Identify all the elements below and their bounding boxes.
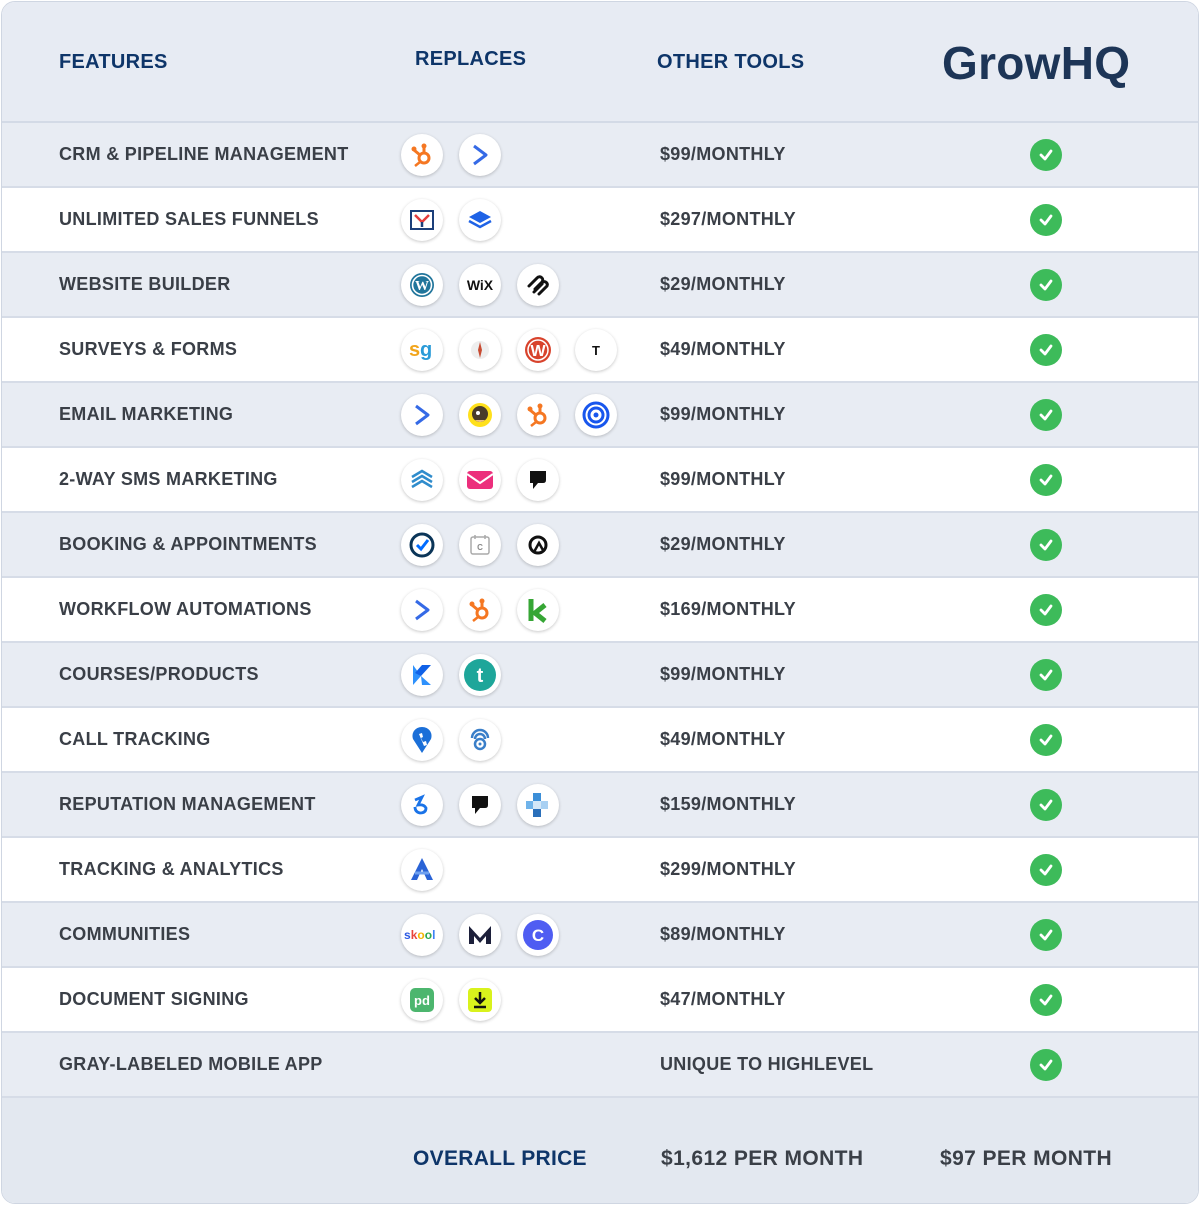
table-row [2, 968, 1198, 1033]
table-row [2, 578, 1198, 643]
table-row [2, 838, 1198, 903]
check-icon [1030, 659, 1062, 691]
leadpages-icon [459, 199, 501, 241]
check-icon [1030, 724, 1062, 756]
surveygizmo-icon [401, 329, 443, 371]
feature-name: EMAIL MARKETING [59, 404, 234, 424]
table-row [2, 773, 1198, 838]
table-row [2, 1033, 1198, 1098]
feature-name: CALL TRACKING [59, 729, 211, 749]
other-tools-price: $99/MONTHLY [660, 404, 786, 424]
replaced-tools [401, 589, 559, 631]
acuity-icon [517, 524, 559, 566]
check-icon [1030, 529, 1062, 561]
hubspot-icon [401, 134, 443, 176]
table-row [2, 513, 1198, 578]
other-tools-price: $169/MONTHLY [660, 599, 796, 619]
replaced-tools [401, 849, 443, 891]
mighty-networks-icon [459, 914, 501, 956]
check-icon [1030, 334, 1062, 366]
circle-letter: C [531, 926, 545, 945]
replaced-tools [401, 784, 559, 826]
typeform-text: T [592, 342, 600, 358]
skool-icon [401, 914, 443, 956]
teachable-letter: t [476, 665, 484, 687]
circle-icon [517, 914, 559, 956]
birdeye-icon [401, 784, 443, 826]
table-row [2, 903, 1198, 968]
wix-icon [459, 264, 501, 306]
callrail-icon [401, 719, 443, 761]
other-tools-price: $159/MONTHLY [660, 794, 796, 814]
squarespace-icon [517, 264, 559, 306]
replaced-tools [401, 264, 559, 306]
other-tools-price: $297/MONTHLY [660, 209, 796, 229]
check-icon [1030, 1049, 1062, 1081]
clickfunnels-icon [401, 199, 443, 241]
other-tools-price: $49/MONTHLY [660, 339, 786, 359]
other-tools-price: UNIQUE TO HIGHLEVEL [660, 1054, 874, 1074]
check-icon [1030, 269, 1062, 301]
feature-name: SURVEYS & FORMS [59, 339, 238, 359]
activecampaign-icon [459, 134, 501, 176]
feature-name: WORKFLOW AUTOMATIONS [59, 599, 312, 619]
other-tools-price: $299/MONTHLY [660, 859, 796, 879]
svg-text:W: W [530, 343, 546, 360]
comparison-table [1, 1, 1199, 1204]
replaced-tools [401, 979, 501, 1021]
typeform-icon [575, 329, 617, 371]
svg-text:skool: skool [404, 928, 436, 942]
feature-name: 2-WAY SMS MARKETING [59, 469, 278, 489]
wordpress-icon [401, 264, 443, 306]
svg-text:g: g [420, 339, 433, 361]
replaced-tools [401, 914, 559, 956]
growhq-logo [942, 2, 1154, 123]
keap-icon [517, 589, 559, 631]
check-icon [1030, 854, 1062, 886]
calendly-icon [401, 524, 443, 566]
teachable-icon [459, 654, 501, 696]
download-icon [459, 979, 501, 1021]
analytics-icon [401, 849, 443, 891]
other-tools-price: $99/MONTHLY [660, 144, 786, 164]
table-row [2, 253, 1198, 318]
table-row [2, 188, 1198, 253]
table-row [2, 123, 1198, 188]
overall-price-label: OVERALL PRICE [413, 1147, 587, 1170]
other-tools-price: $99/MONTHLY [660, 469, 786, 489]
calendar-icon [459, 524, 501, 566]
table-row [2, 318, 1198, 383]
feature-name: WEBSITE BUILDER [59, 274, 231, 294]
replaced-tools [401, 654, 501, 696]
activecampaign-icon [401, 394, 443, 436]
replaced-tools [401, 524, 559, 566]
sms-layers-icon [401, 459, 443, 501]
wix-text: WiX [466, 277, 494, 293]
other-tools-price: $49/MONTHLY [660, 729, 786, 749]
pandadoc-icon [401, 979, 443, 1021]
hubspot-icon [459, 589, 501, 631]
table-row [2, 448, 1198, 513]
puzzle-icon [517, 784, 559, 826]
other-tools-total: $1,612 PER MONTH [661, 1147, 864, 1170]
features-column-header: FEATURES [59, 51, 168, 73]
check-icon [1030, 984, 1062, 1016]
other-tools-price: $29/MONTHLY [660, 534, 786, 554]
other-tools-price: $29/MONTHLY [660, 274, 786, 294]
svg-text:C: C [477, 543, 483, 552]
check-icon [1030, 594, 1062, 626]
podium-icon [459, 784, 501, 826]
other-tools-column-header: OTHER TOOLS [657, 51, 805, 73]
check-icon [1030, 789, 1062, 821]
replaced-tools [401, 719, 501, 761]
check-icon [1030, 204, 1062, 236]
activecampaign-icon [401, 589, 443, 631]
mailchimp-icon [459, 394, 501, 436]
growhq-logo-mark [942, 38, 1154, 88]
check-icon [1030, 399, 1062, 431]
svg-text:W: W [415, 279, 429, 294]
growhq-total: $97 PER MONTH [940, 1147, 1113, 1170]
growhq-logo-text: GrowHQ [942, 37, 1131, 88]
check-icon [1030, 464, 1062, 496]
sms-envelope-icon [459, 459, 501, 501]
table-header [2, 2, 1198, 123]
replaced-tools [401, 134, 501, 176]
table-footer [2, 1098, 1198, 1204]
other-tools-price: $99/MONTHLY [660, 664, 786, 684]
feature-name: CRM & PIPELINE MANAGEMENT [59, 144, 349, 164]
table-row [2, 383, 1198, 448]
podium-icon [517, 459, 559, 501]
check-icon [1030, 919, 1062, 951]
calltracking-icon [459, 719, 501, 761]
table-row [2, 708, 1198, 773]
other-tools-price: $89/MONTHLY [660, 924, 786, 944]
feature-name: REPUTATION MANAGEMENT [59, 794, 316, 814]
replaced-tools [401, 199, 501, 241]
typeform-pen-icon [459, 329, 501, 371]
svg-text:s: s [409, 339, 421, 361]
kajabi-icon [401, 654, 443, 696]
table-row [2, 643, 1198, 708]
replaced-tools [401, 394, 617, 436]
replaced-tools [401, 329, 617, 371]
feature-name: DOCUMENT SIGNING [59, 989, 249, 1009]
hubspot-icon [517, 394, 559, 436]
check-icon [1030, 139, 1062, 171]
feature-name: COMMUNITIES [59, 924, 191, 944]
feature-name: COURSES/PRODUCTS [59, 664, 259, 684]
replaces-column-header: REPLACES [415, 48, 527, 70]
constant-contact-icon [575, 394, 617, 436]
feature-name: TRACKING & ANALYTICS [59, 859, 284, 879]
feature-name: GRAY-LABELED MOBILE APP [59, 1054, 323, 1074]
wufoo-icon [517, 329, 559, 371]
other-tools-price: $47/MONTHLY [660, 989, 786, 1009]
feature-name: BOOKING & APPOINTMENTS [59, 534, 317, 554]
pandadoc-letters: pd [414, 993, 430, 1008]
feature-name: UNLIMITED SALES FUNNELS [59, 209, 319, 229]
replaced-tools [401, 459, 559, 501]
